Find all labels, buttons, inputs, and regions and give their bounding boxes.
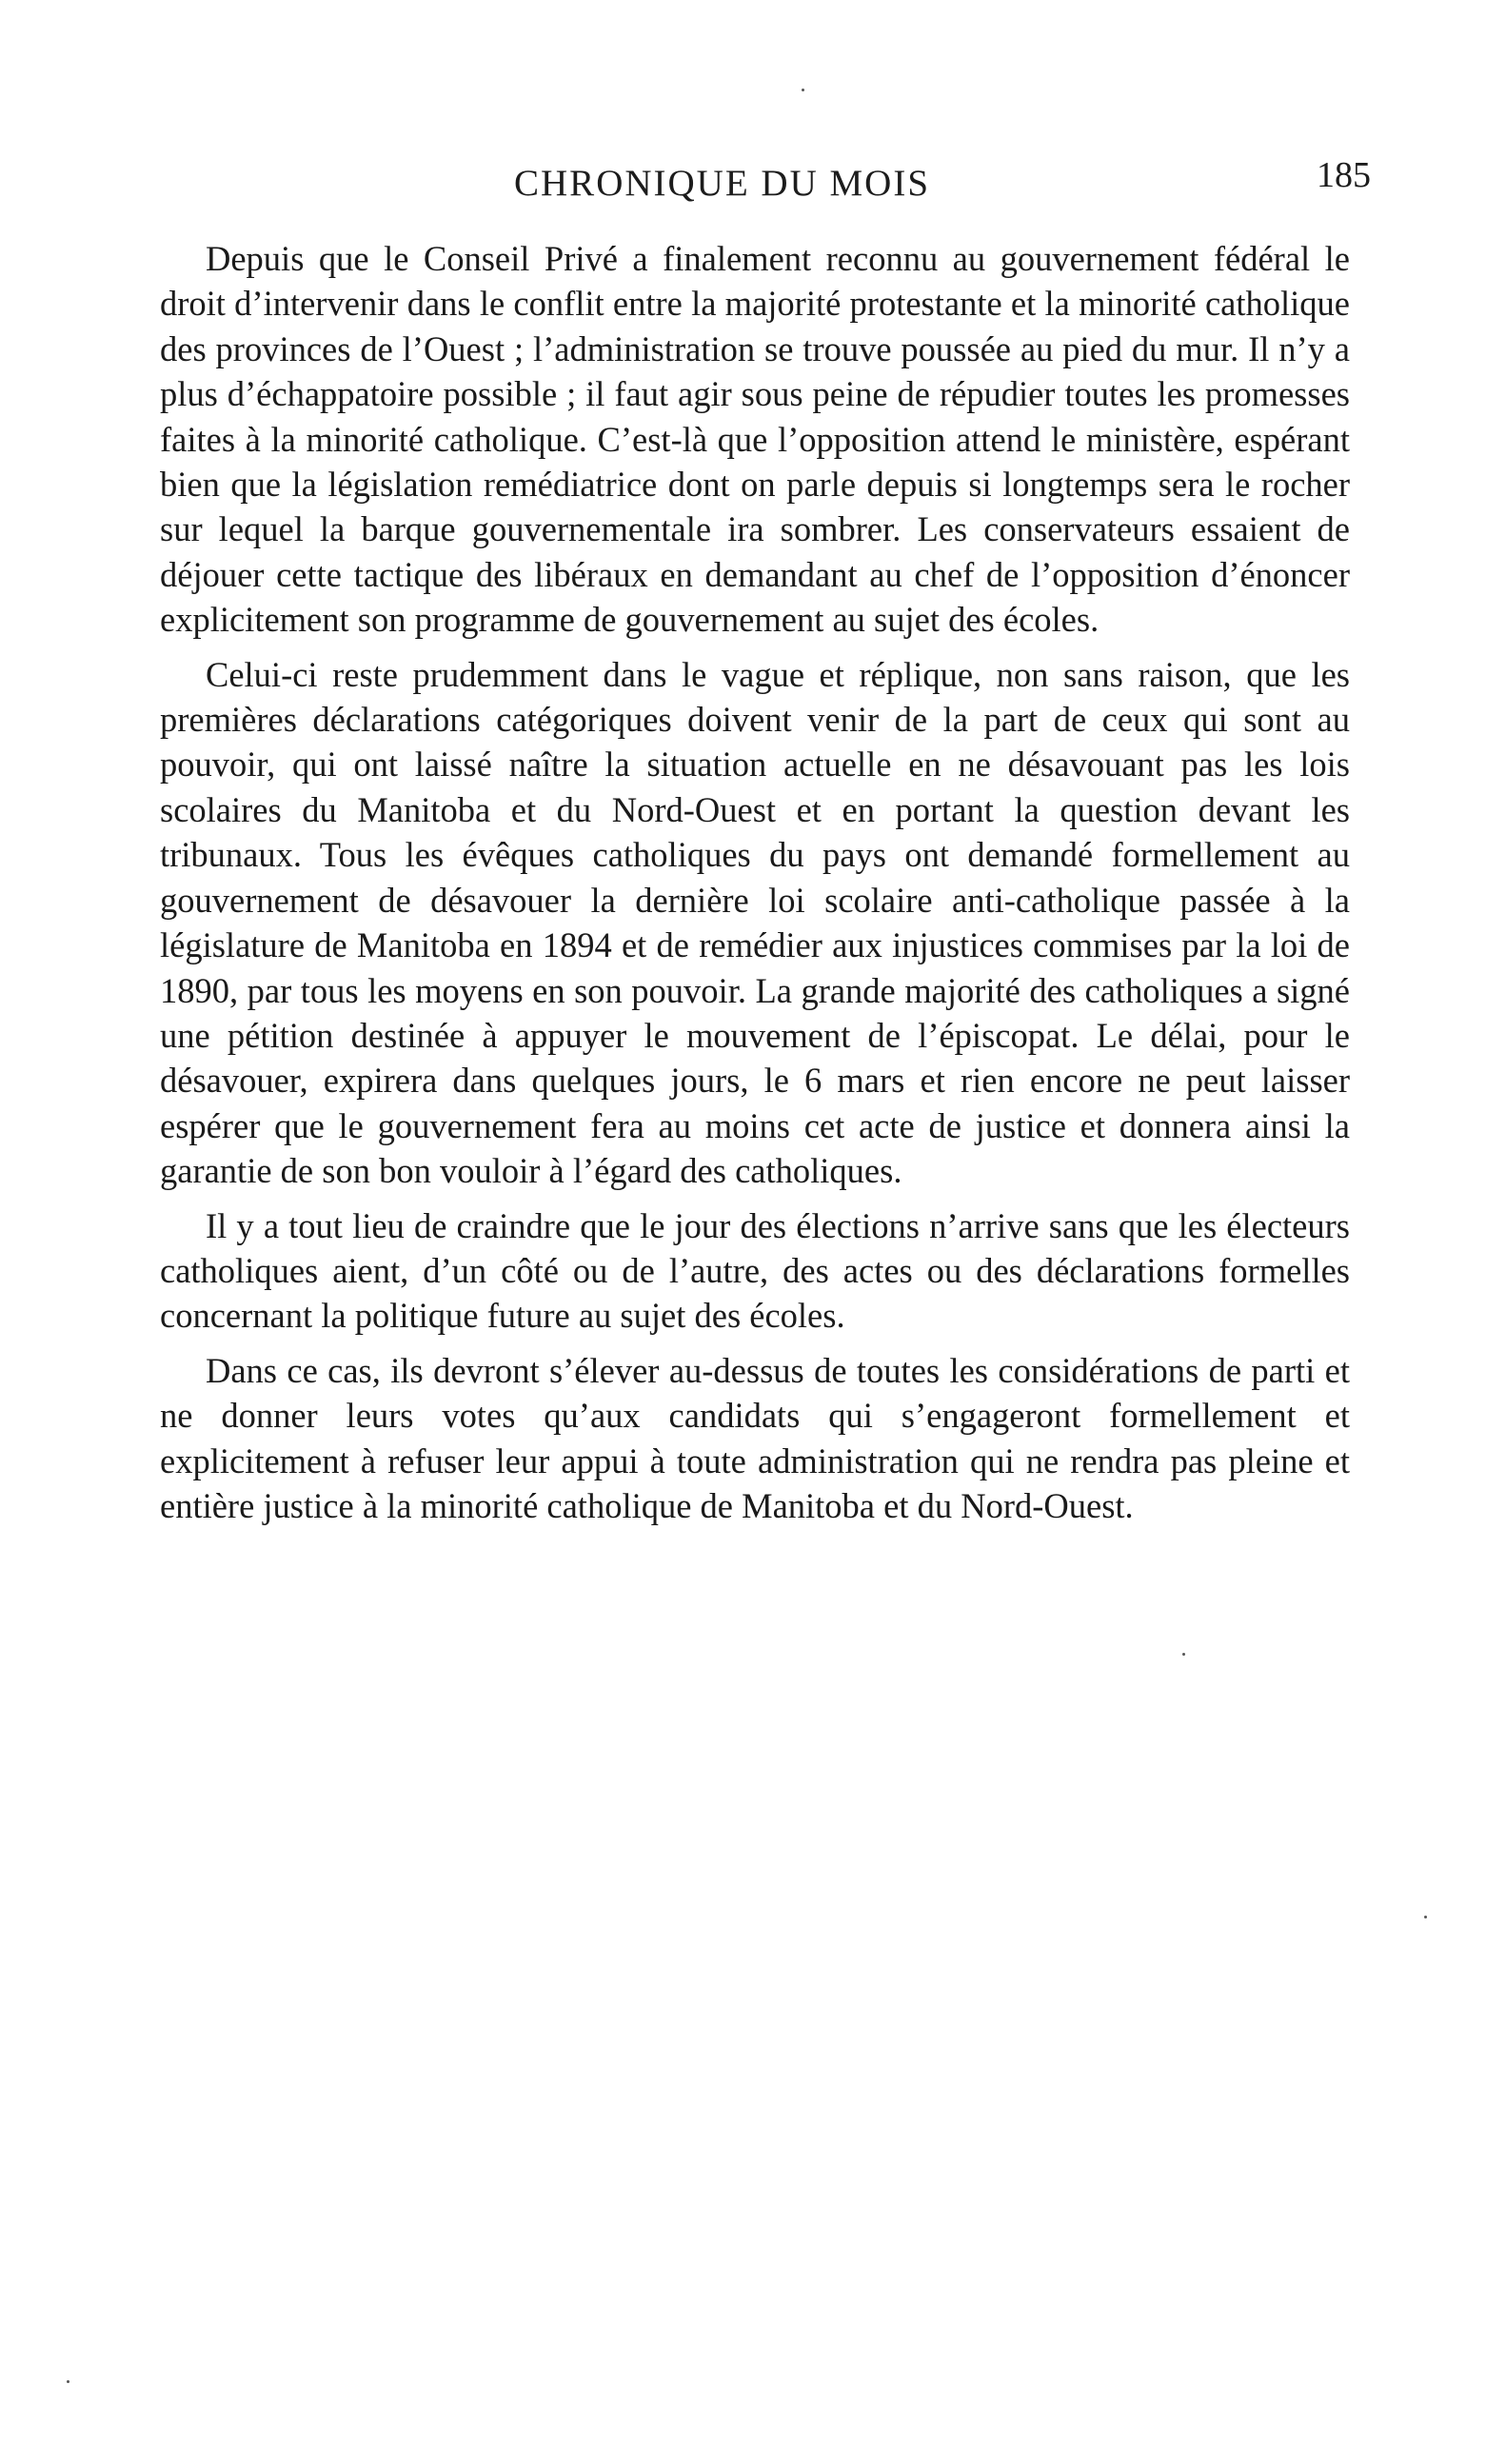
paragraph: Depuis que le Conseil Privé a finalement reconnu au gouvernement fédéral le droit d’intervenir dans le conflit entre la majorité protestante et la minorité catholique des provinces de l’Ouest ; l’administration se trouve poussée au pied du mur. Il n’y a plus d’échappatoire possible ; il faut agir sous peine de répudier toutes les promesses faites à la minorité catholique. C’est-là que l’opposition attend le ministère, espérant bien que la législation remédiatrice dont on parle depuis si longtemps sera le rocher sur lequel la barque gouvernementale ira sombrer. Les conservateurs essaient de déjouer cette tactique des libéraux en demandant au chef de l’opposition d’énoncer explicitement son programme de gouvernement au sujet des écoles.: [160, 239, 1350, 640]
scan-speck: [802, 89, 804, 91]
scan-speck: [67, 2380, 69, 2383]
body-text: [160, 236, 1350, 1538]
scan-speck: [1424, 1916, 1427, 1918]
paragraph: Dans ce cas, ils devront s’élever au-dessus de toutes les considérations de parti et ne donner leurs votes qu’aux candidats qui s’engageront formellement et explicitement à refuser leur appui à toute administration qui ne rendra pas pleine et entière justice à la minorité catholique de Manitoba et du Nord-Ouest.: [160, 1350, 1350, 1525]
running-title: CHRONIQUE DU MOIS: [514, 163, 931, 204]
scan-speck: [1182, 1653, 1185, 1656]
page-number: 185: [1317, 155, 1371, 195]
paragraph: Il y a tout lieu de craindre que le jour des élections n’arrive sans que les électeurs catholiques aient, d’un côté ou de l’autre, des actes ou des déclarations formelles concernant la politique future au sujet des écoles.: [160, 1205, 1350, 1336]
paragraph: Celui-ci reste prudemment dans le vague et réplique, non sans raison, que les premières déclarations catégoriques doivent venir de la part de ceux qui sont au pouvoir, qui ont laissé naître la situation actuelle en ne désavouant pas les lois scolaires du Manitoba et du Nord-Ouest et en portant la question devant les tribunaux. Tous les évêques catholiques du pays ont demandé formellement au gouvernement de désavouer la dernière loi scolaire anti-catholique passée à la législature de Manitoba en 1894 et de remédier aux injustices commises par la loi de 1890, par tous les moyens en son pouvoir. La grande majorité des catholiques a signé une pétition destinée à appuyer le mouvement de l’épiscopat. Le délai, pour le désavouer, expirera dans quelques jours, le 6 mars et rien encore ne peut laisser espérer que le gouvernement fera au moins cet acte de justice et donnera ainsi la garantie de son bon vouloir à l’égard des catholiques.: [160, 654, 1350, 1191]
